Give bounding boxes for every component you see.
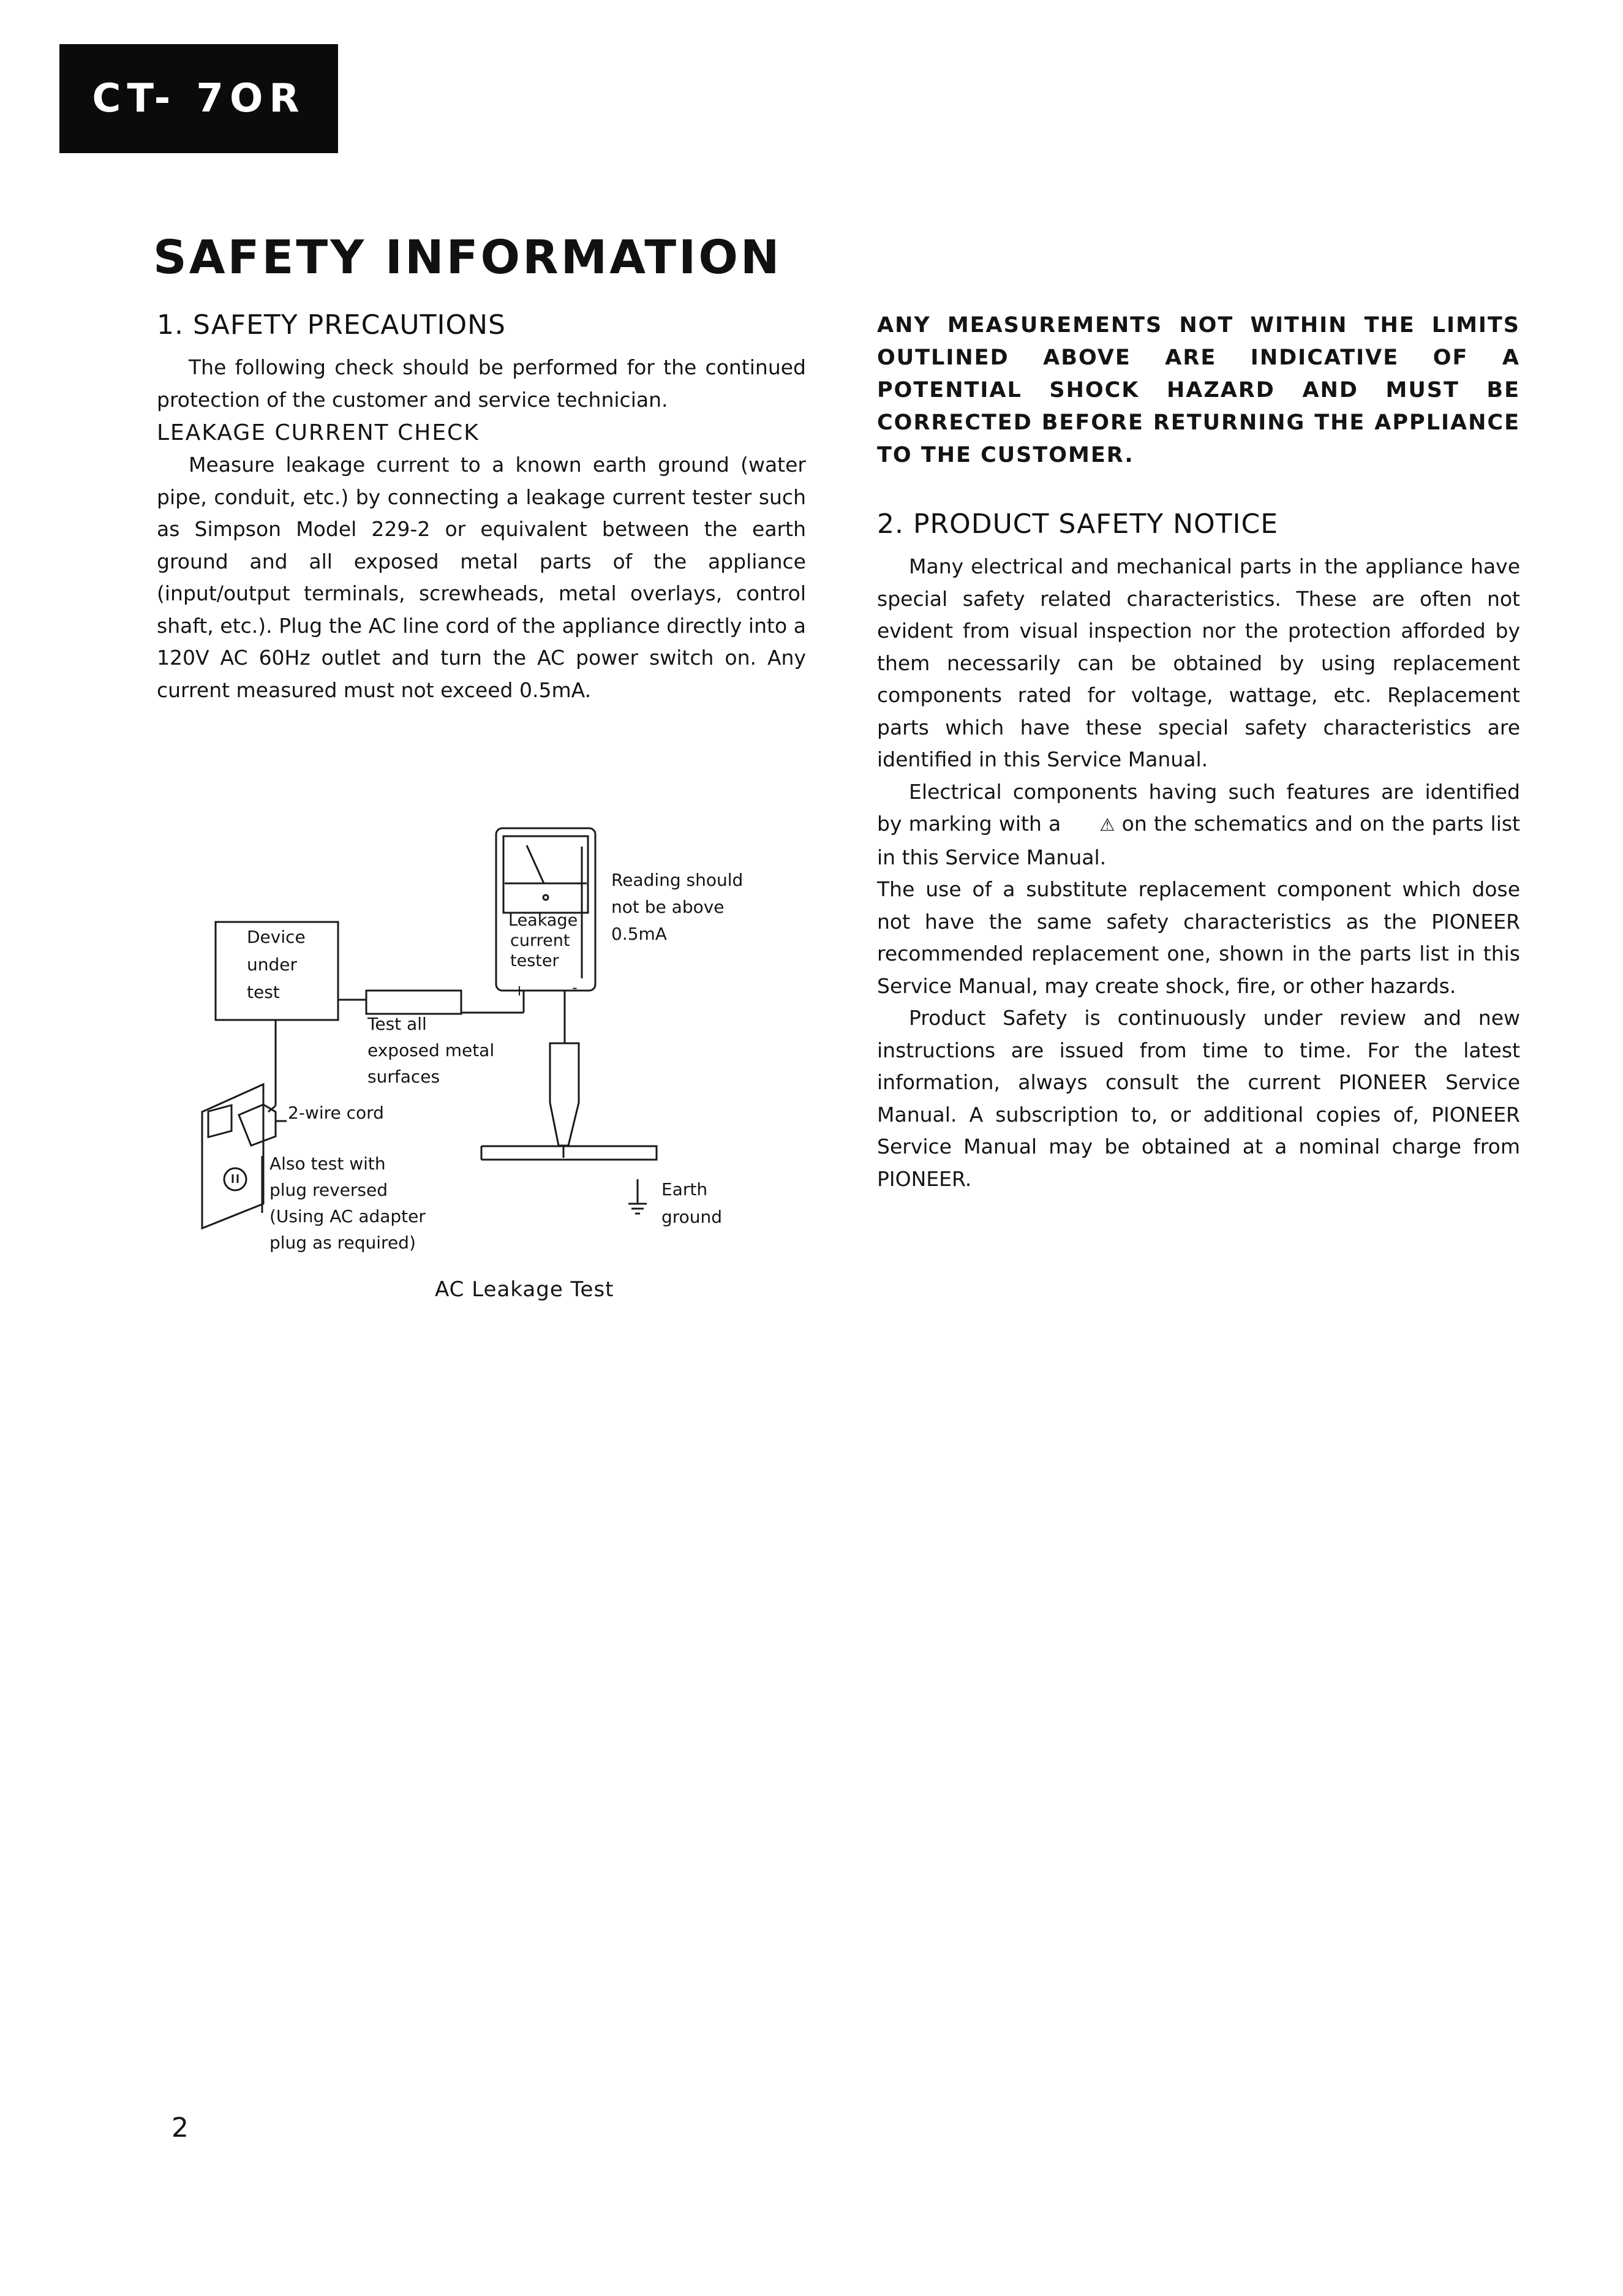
earth-label-1: Earth bbox=[661, 1179, 708, 1199]
minus-terminal: - bbox=[572, 979, 578, 996]
paragraph-2-before: Electrical components having such features are identified by marking with a bbox=[877, 779, 1520, 836]
section-2-paragraph-4: Product Safety is continuously under review and new instructions are issued from time to time. For the latest information, always consult the current PIONEER Service Manual. A subscription to, or additional copies of, PIONEER Service Manual may be obtained at a nominal charge from PIONEER. bbox=[877, 1006, 1520, 1191]
section-2-paragraph-2 bbox=[877, 776, 1520, 874]
also-label-2: plug reversed bbox=[269, 1180, 388, 1200]
paragraph-2-after: on the schematics and on the parts list in this Service Manual. bbox=[877, 812, 1520, 869]
warning-triangle-icon: ⚠ bbox=[1099, 815, 1115, 835]
diagram-caption: AC Leakage Test bbox=[435, 1277, 614, 1302]
also-label-1: Also test with bbox=[269, 1154, 386, 1174]
also-label-4: plug as required) bbox=[269, 1233, 416, 1253]
shock-hazard-warning: ANY MEASUREMENTS NOT WITHIN THE LIMITS OUTLINED ABOVE ARE INDICATIVE OF A POTENTIAL SHOCK HAZARD AND MUST BE CORRECTED BEFORE RETURNING THE APPLIANCE TO THE CUSTOMER. bbox=[877, 313, 1520, 467]
section-2-paragraph-1: Many electrical and mechanical parts in the appliance have special safety related characteristics. These are often not evident from visual inspection nor the protection afforded by them necessarily can be obtained by using replacement components rated for voltage, wattage, etc. Replacement parts which have these special safety characteristics are identified in this Service Manual. bbox=[877, 554, 1520, 771]
tester-label-3: tester bbox=[510, 951, 559, 970]
earth-label-2: ground bbox=[661, 1207, 723, 1227]
section-2 bbox=[877, 508, 1520, 1195]
meter-window bbox=[503, 836, 588, 913]
page-title: SAFETY INFORMATION bbox=[153, 230, 782, 284]
leakage-check-heading: LEAKAGE CURRENT CHECK bbox=[157, 420, 480, 445]
cord-label: 2-wire cord bbox=[288, 1103, 384, 1123]
reading-label-3: 0.5mA bbox=[611, 924, 667, 944]
test-label-3: surfaces bbox=[367, 1067, 440, 1087]
reading-label-1: Reading should bbox=[611, 870, 744, 890]
ac-leakage-test-diagram bbox=[184, 812, 796, 1302]
model-number: CT- 7OR bbox=[92, 76, 306, 121]
leakage-check-body: Measure leakage current to a known earth ground (water pipe, conduit, etc.) by connecting a leakage current tester such as Simpson Model 229-2 or equivalent between the earth ground and all exposed metal parts of the appliance (input/output terminals, screwheads, metal overlays, control shaft, etc.). Plug the AC line cord of the appliance directly into a 120V AC 60Hz outlet and turn the AC power switch on. Any current measured must not exceed 0.5mA. bbox=[157, 453, 806, 702]
tester-label-1: Leakage bbox=[508, 911, 578, 930]
section-2-paragraph-3: The use of a substitute replacement component which dose not have the same safety characteristics as the PIONEER recommended replacement one, shown in the parts list in this Service Manual, may create shock, fire, or other hazards. bbox=[877, 877, 1520, 998]
device-label-1: Device bbox=[247, 927, 306, 947]
reading-label-2: not be above bbox=[611, 897, 725, 917]
device-label-3: test bbox=[247, 982, 280, 1002]
right-column bbox=[877, 309, 1520, 1195]
test-label-1: Test all bbox=[367, 1014, 427, 1034]
device-label-2: under bbox=[247, 954, 298, 975]
plus-terminal: + bbox=[513, 982, 526, 999]
test-label-2: exposed metal bbox=[367, 1040, 495, 1060]
section-1-heading: 1. SAFETY PRECAUTIONS bbox=[157, 309, 506, 341]
page-number: 2 bbox=[171, 2112, 189, 2143]
section-2-heading: 2. PRODUCT SAFETY NOTICE bbox=[877, 508, 1278, 540]
model-tag bbox=[59, 44, 338, 153]
left-column bbox=[157, 309, 806, 706]
tester-label-2: current bbox=[510, 931, 570, 950]
also-label-3: (Using AC adapter bbox=[269, 1206, 426, 1226]
section-1-intro: The following check should be performed for the continued protection of the customer and service technician. bbox=[157, 355, 806, 412]
